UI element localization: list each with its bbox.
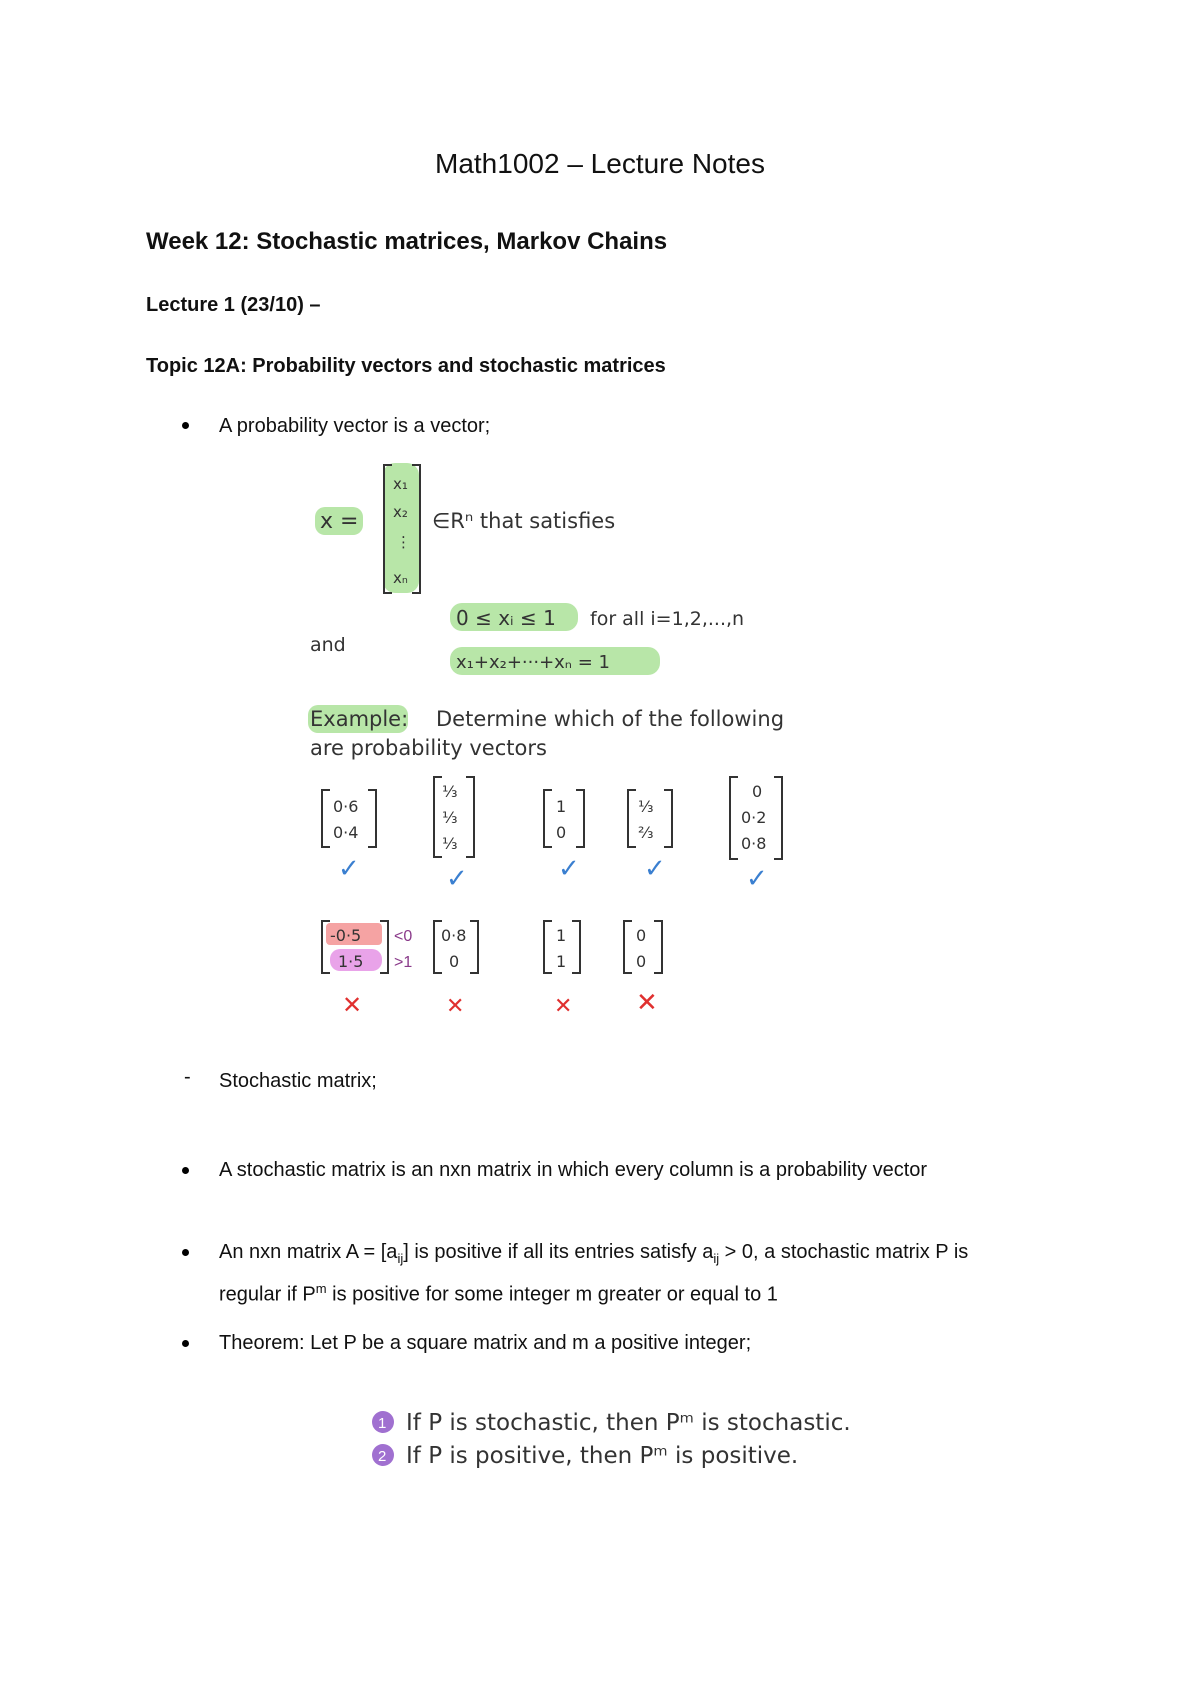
vector-lhs: x =: [320, 509, 359, 534]
vector-entry: 0·4: [333, 823, 359, 842]
bullet-dot: [182, 1167, 189, 1174]
dash-marker: -: [184, 1066, 191, 1088]
theorem-line-1: If P is stochastic, then Pᵐ is stochastic.: [406, 1410, 851, 1436]
check-icon: ✓: [746, 863, 768, 893]
valid-vector: [434, 777, 474, 893]
condition-1: 0 ≤ xᵢ ≤ 1: [456, 606, 556, 630]
check-icon: ✓: [644, 853, 666, 883]
and-label: and: [310, 634, 346, 656]
vector-entry: 0·2: [741, 808, 767, 827]
valid-vector: [544, 790, 584, 883]
vector-entry: 1: [556, 952, 567, 971]
handwritten-notes-image: [300, 455, 840, 1030]
vector-entry: 0: [556, 823, 567, 842]
vector-entry: 1: [556, 797, 567, 816]
valid-vector: [730, 777, 782, 893]
theorem-number: 2: [378, 1448, 387, 1465]
cross-icon: ✕: [554, 993, 573, 1018]
vector-entry: ⅓: [442, 808, 458, 827]
vector-entry: 1: [556, 926, 567, 945]
theorem-number: 1: [378, 1415, 387, 1432]
condition-2: x₁+x₂+···+xₙ = 1: [456, 652, 610, 673]
invalid-vector: [624, 921, 662, 1017]
topic-heading: Topic 12A: Probability vectors and stochastic matrices: [146, 355, 666, 377]
bullet-dot: [182, 422, 189, 429]
vector-entry: ⅓: [638, 797, 654, 816]
vector-entry: 0: [752, 782, 763, 801]
note-greater-than-one: >1: [394, 954, 413, 971]
vector-entry: 1·5: [338, 952, 364, 971]
theorem-line-2: If P is positive, then Pᵐ is positive.: [406, 1443, 799, 1469]
cross-icon: ✕: [636, 987, 658, 1017]
vector-entry: 0·8: [741, 834, 767, 853]
vector-entry: -0·5: [330, 926, 362, 945]
cross-icon: ✕: [446, 993, 465, 1018]
valid-vector: [322, 790, 376, 883]
condition-1-tail: for all i=1,2,...,n: [590, 608, 745, 630]
lecture-heading: Lecture 1 (23/10) –: [146, 294, 321, 316]
invalid-vector: [544, 921, 580, 1018]
bullet-text-stochastic-definition: A stochastic matrix is an nxn matrix in which every column is a probability vector: [219, 1159, 928, 1181]
note-less-than-zero: <0: [394, 928, 413, 945]
check-icon: ✓: [558, 853, 580, 883]
check-icon: ✓: [338, 853, 360, 883]
bullet-dot: [182, 1340, 189, 1347]
vector-entry: ⅓: [442, 834, 458, 853]
example-label: Example:: [310, 707, 409, 731]
bullet-dot: [182, 1249, 189, 1256]
vector-entry: ⋮: [396, 533, 411, 551]
vector-rhs: ∈Rⁿ that satisfies: [432, 509, 616, 533]
check-icon: ✓: [446, 863, 468, 893]
handwritten-theorem-image: [360, 1395, 960, 1495]
vector-entry: x₂: [393, 503, 408, 521]
vector-entry: 0: [449, 952, 460, 971]
bullet-text-positive-regular: An nxn matrix $A = [a_{ij}]$ is positive if all its entries satisfy $a_{ij} > 0$, a stochastic matrix P is regular if $P^m$ is positive for some integer m greater or equal to 1: [219, 1241, 969, 1306]
vector-entry: 0: [636, 926, 647, 945]
example-text: are probability vectors: [310, 736, 547, 760]
vector-entry: ⅔: [638, 823, 654, 842]
vector-entry: ⅓: [442, 782, 458, 801]
dash-text-stochastic-matrix: Stochastic matrix;: [219, 1070, 377, 1092]
vector-entry: x₁: [393, 475, 408, 493]
cross-icon: ✕: [342, 992, 363, 1019]
example-text: Determine which of the following: [436, 707, 785, 731]
vector-entry: 0·8: [441, 926, 467, 945]
invalid-vector: [434, 921, 478, 1018]
valid-vector: [628, 790, 672, 883]
vector-entry: 0·6: [333, 797, 359, 816]
bullet-text-theorem: Theorem: Let P be a square matrix and m a positive integer;: [219, 1332, 752, 1354]
week-heading: Week 12: Stochastic matrices, Markov Chains: [146, 228, 668, 255]
bullet-text-probability-vector: A probability vector is a vector;: [219, 415, 491, 437]
vector-entry: xₙ: [393, 569, 408, 587]
vector-entry: 0: [636, 952, 647, 971]
page-title: Math1002 – Lecture Notes: [435, 148, 765, 179]
invalid-vector: [322, 921, 412, 1019]
